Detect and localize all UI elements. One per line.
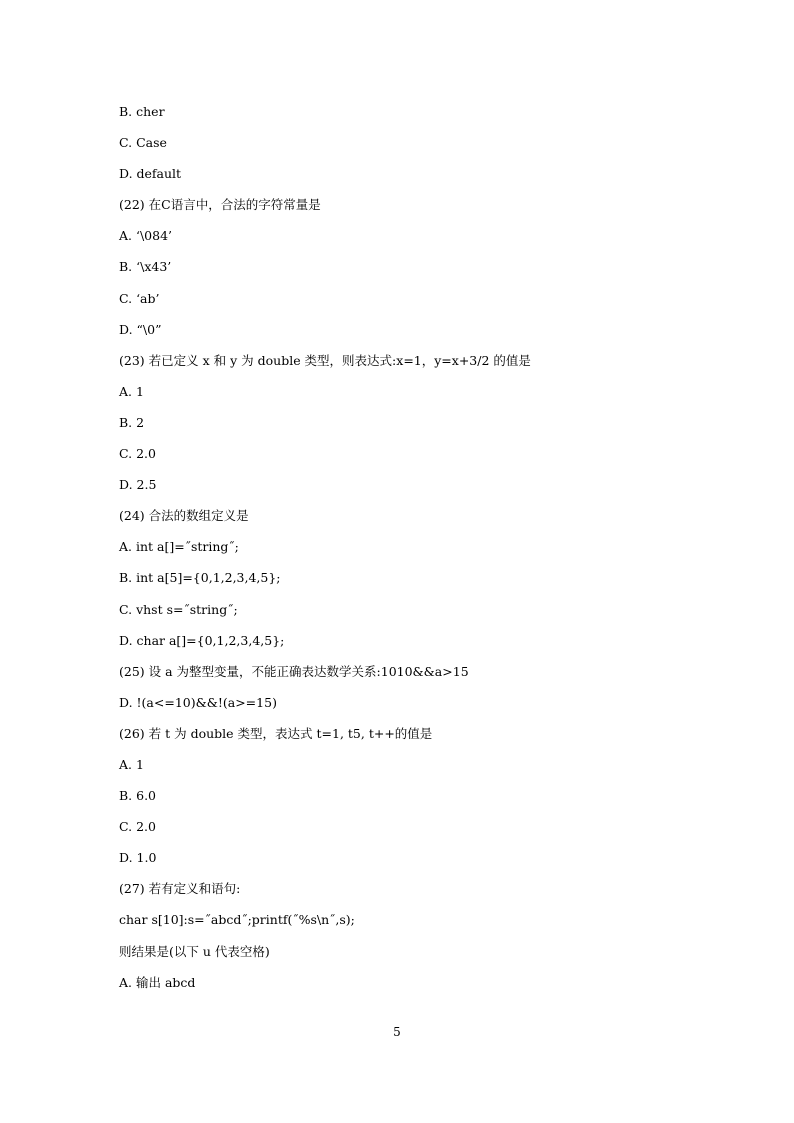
option-line: D. default — [119, 166, 182, 182]
option-line: A. 1 — [119, 383, 144, 399]
question-line: (23) 若已定义 x 和 y 为 double 类型，则表达式:x=1，y=x+3/2 的值是 — [119, 352, 531, 368]
option-line: B. 6.0 — [119, 788, 157, 804]
page-number: 5 — [393, 1025, 401, 1039]
question-line: (22) 在C语言中，合法的字符常量是 — [119, 197, 321, 213]
option-line: B. 2 — [119, 414, 145, 430]
option-line: A. 输出 abcd — [119, 974, 196, 990]
option-line: A. ‘\084’ — [119, 228, 172, 244]
option-line: C. vhst s=˝string˝; — [119, 601, 238, 617]
option-line: C. 2.0 — [119, 819, 156, 835]
question-line: (25) 设 a 为整型变量，不能正确表达数学关系:1010&&a>15 — [119, 663, 469, 679]
option-line: A. 1 — [119, 756, 144, 772]
option-line: D. !(a<=10)&&!(a>=15) — [119, 694, 277, 710]
option-line: B. cher — [119, 104, 165, 119]
code-line: char s[10]:s=˝abcd˝;printf(˝%s\n˝,s); — [119, 912, 355, 928]
question-line: (27) 若有定义和语句: — [119, 881, 241, 897]
option-line: B. ‘\x43’ — [119, 259, 172, 275]
option-line: D. “\0” — [119, 321, 162, 337]
option-line: D. 1.0 — [119, 850, 157, 866]
question-line: (26) 若 t 为 double 类型，表达式 t=1, t5, t++的值是 — [119, 725, 433, 741]
option-line: C. 2.0 — [119, 446, 156, 462]
option-line: A. int a[]=˝string˝; — [119, 539, 239, 555]
option-line: C. ‘ab’ — [119, 290, 160, 306]
text-body — [119, 102, 759, 1004]
question-line: (24) 合法的数组定义是 — [119, 508, 249, 524]
text-line: 则结果是(以下 u 代表空格) — [119, 943, 270, 959]
option-line: C. Case — [119, 135, 167, 151]
option-line: B. int a[5]={0,1,2,3,4,5}; — [119, 570, 281, 586]
option-line: D. 2.5 — [119, 477, 157, 493]
option-line: D. char a[]={0,1,2,3,4,5}; — [119, 632, 285, 648]
